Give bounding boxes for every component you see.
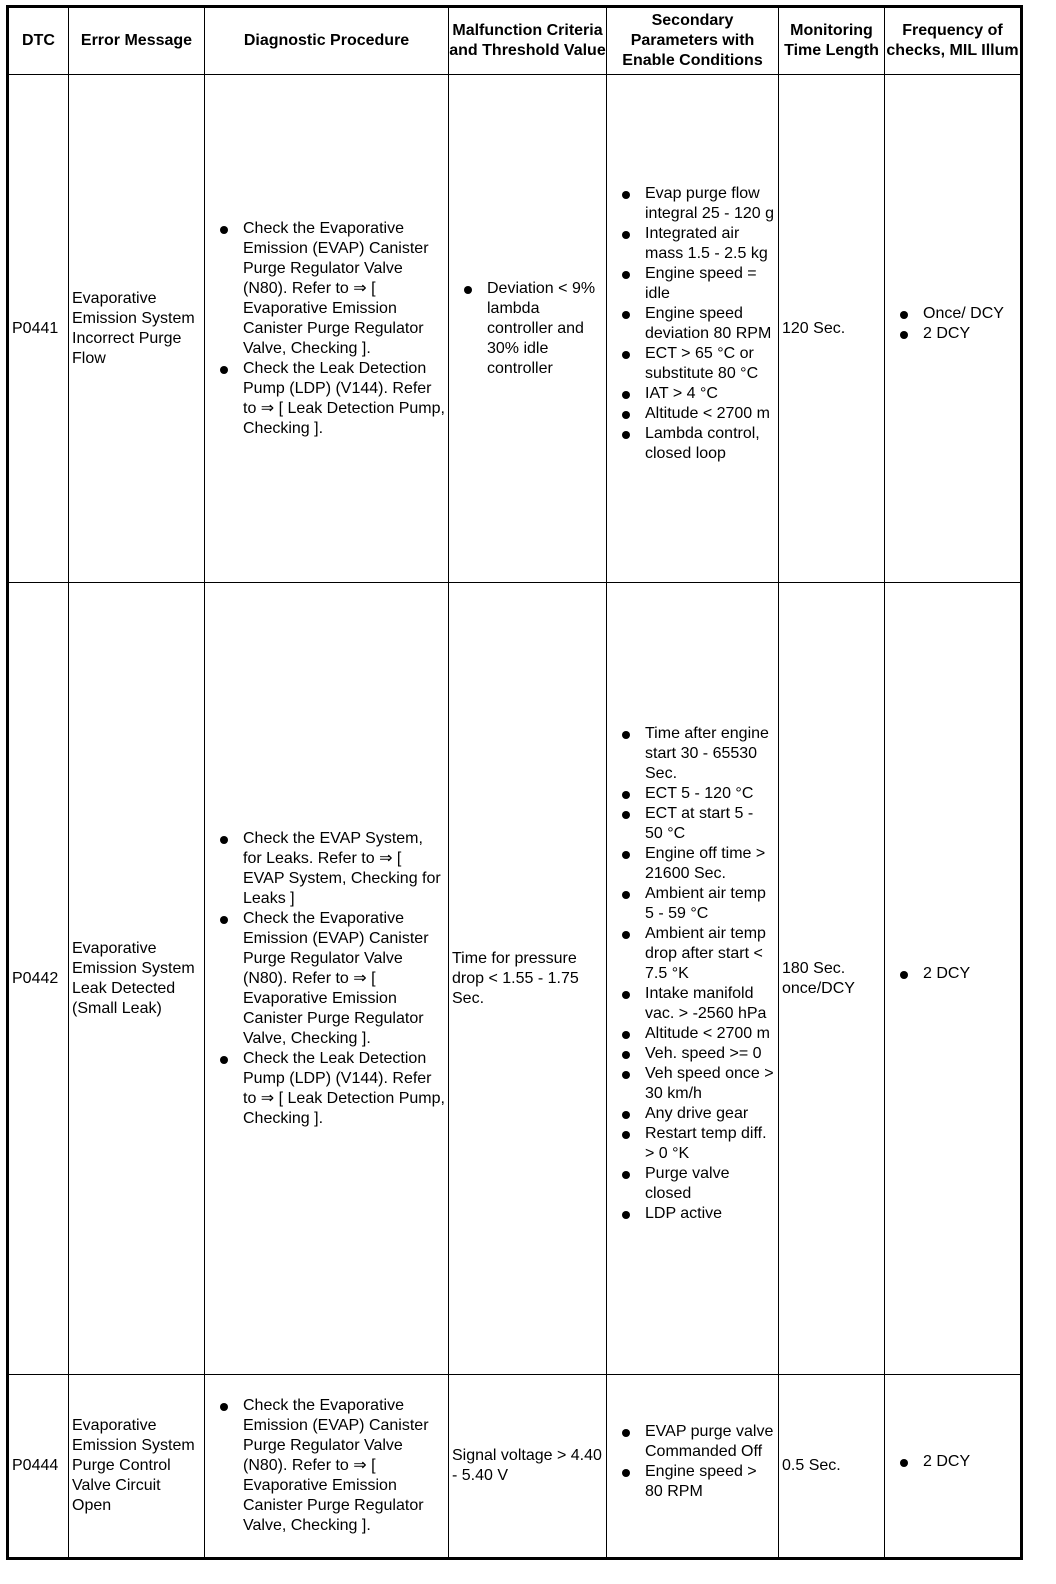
threshold-value: Time for pressure drop < 1.55 - 1.75 Sec. xyxy=(449,583,607,1375)
list-item: Engine off time > 21600 Sec. xyxy=(610,844,775,884)
dtc-code: P0442 xyxy=(8,583,69,1375)
diagnostic-procedure xyxy=(205,1375,449,1559)
list-item: 2 DCY xyxy=(888,964,1017,984)
list-item: Veh. speed >= 0 xyxy=(610,1044,775,1064)
monitoring-time: 0.5 Sec. xyxy=(779,1375,885,1559)
error-message: Evaporative Emission System Purge Control Valve Circuit Open xyxy=(69,1375,205,1559)
list-item: Lambda control, closed loop xyxy=(610,424,775,464)
list-item: ECT at start 5 - 50 °C xyxy=(610,804,775,844)
list-item: Evap purge flow integral 25 - 120 g xyxy=(610,184,775,224)
table-row xyxy=(8,75,1022,583)
list-item: 2 DCY xyxy=(888,1452,1017,1472)
list-item: Check the EVAP System, for Leaks. Refer to ⇒ [ EVAP System, Checking for Leaks ] xyxy=(208,829,445,909)
list-item: Check the Evaporative Emission (EVAP) Canister Purge Regulator Valve (N80). Refer to ⇒ [ Evaporative Emission Canister Purge Regulator Valve, Checking ]. xyxy=(208,909,445,1049)
error-message: Evaporative Emission System Leak Detected (Small Leak) xyxy=(69,583,205,1375)
list-item: 2 DCY xyxy=(888,324,1017,344)
list-item: Engine speed = idle xyxy=(610,264,775,304)
list-item: Altitude < 2700 m xyxy=(610,1024,775,1044)
list-item: Check the Leak Detection Pump (LDP) (V144). Refer to ⇒ [ Leak Detection Pump, Checking ]. xyxy=(208,1049,445,1129)
list-item: Check the Leak Detection Pump (LDP) (V144). Refer to ⇒ [ Leak Detection Pump, Checking ]. xyxy=(208,359,445,439)
frequency xyxy=(885,1375,1022,1559)
dtc-table xyxy=(6,5,1023,1560)
table-row xyxy=(8,1375,1022,1559)
diagnostic-procedure xyxy=(205,583,449,1375)
list-item: Any drive gear xyxy=(610,1104,775,1124)
secondary-parameters xyxy=(607,75,779,583)
list-item: Engine speed deviation 80 RPM xyxy=(610,304,775,344)
monitoring-time: 180 Sec. once/DCY xyxy=(779,583,885,1375)
list-item: Deviation < 9% lambda controller and 30% idle controller xyxy=(452,279,603,379)
frequency xyxy=(885,75,1022,583)
dtc-code: P0444 xyxy=(8,1375,69,1559)
list-item: ECT 5 - 120 °C xyxy=(610,784,775,804)
secondary-parameters xyxy=(607,1375,779,1559)
diagnostic-procedure xyxy=(205,75,449,583)
error-message: Evaporative Emission System Incorrect Purge Flow xyxy=(69,75,205,583)
threshold-value: Signal voltage > 4.40 - 5.40 V xyxy=(449,1375,607,1559)
frequency xyxy=(885,583,1022,1375)
list-item: Check the Evaporative Emission (EVAP) Canister Purge Regulator Valve (N80). Refer to ⇒ [ Evaporative Emission Canister Purge Regulator Valve, Checking ]. xyxy=(208,219,445,359)
header-malfunction-criteria: Malfunction Criteria and Threshold Value xyxy=(449,7,607,75)
list-item: Altitude < 2700 m xyxy=(610,404,775,424)
list-item: Purge valve closed xyxy=(610,1164,775,1204)
list-item: Restart temp diff. > 0 °K xyxy=(610,1124,775,1164)
header-secondary-parameters: Secondary Parameters with Enable Conditions xyxy=(607,7,779,75)
list-item: Time after engine start 30 - 65530 Sec. xyxy=(610,724,775,784)
list-item: Veh speed once > 30 km/h xyxy=(610,1064,775,1104)
list-item: IAT > 4 °C xyxy=(610,384,775,404)
list-item: LDP active xyxy=(610,1204,775,1224)
dtc-code: P0441 xyxy=(8,75,69,583)
list-item: EVAP purge valve Commanded Off xyxy=(610,1422,775,1462)
table-row xyxy=(8,583,1022,1375)
header-frequency: Frequency of checks, MIL Illum xyxy=(885,7,1022,75)
list-item: Integrated air mass 1.5 - 2.5 kg xyxy=(610,224,775,264)
list-item: Once/ DCY xyxy=(888,304,1017,324)
list-item: Engine speed > 80 RPM xyxy=(610,1462,775,1502)
list-item: Ambient air temp 5 - 59 °C xyxy=(610,884,775,924)
list-item: Intake manifold vac. > -2560 hPa xyxy=(610,984,775,1024)
list-item: Check the Evaporative Emission (EVAP) Canister Purge Regulator Valve (N80). Refer to ⇒ [ Evaporative Emission Canister Purge Regulator Valve, Checking ]. xyxy=(208,1396,445,1536)
header-error-message: Error Message xyxy=(69,7,205,75)
header-monitoring-time: Monitoring Time Length xyxy=(779,7,885,75)
threshold-value xyxy=(449,75,607,583)
monitoring-time: 120 Sec. xyxy=(779,75,885,583)
table-header-row xyxy=(8,7,1022,75)
list-item: ECT > 65 °C or substitute 80 °C xyxy=(610,344,775,384)
secondary-parameters xyxy=(607,583,779,1375)
list-item: Ambient air temp drop after start < 7.5 °K xyxy=(610,924,775,984)
header-diagnostic-procedure: Diagnostic Procedure xyxy=(205,7,449,75)
header-dtc: DTC xyxy=(8,7,69,75)
